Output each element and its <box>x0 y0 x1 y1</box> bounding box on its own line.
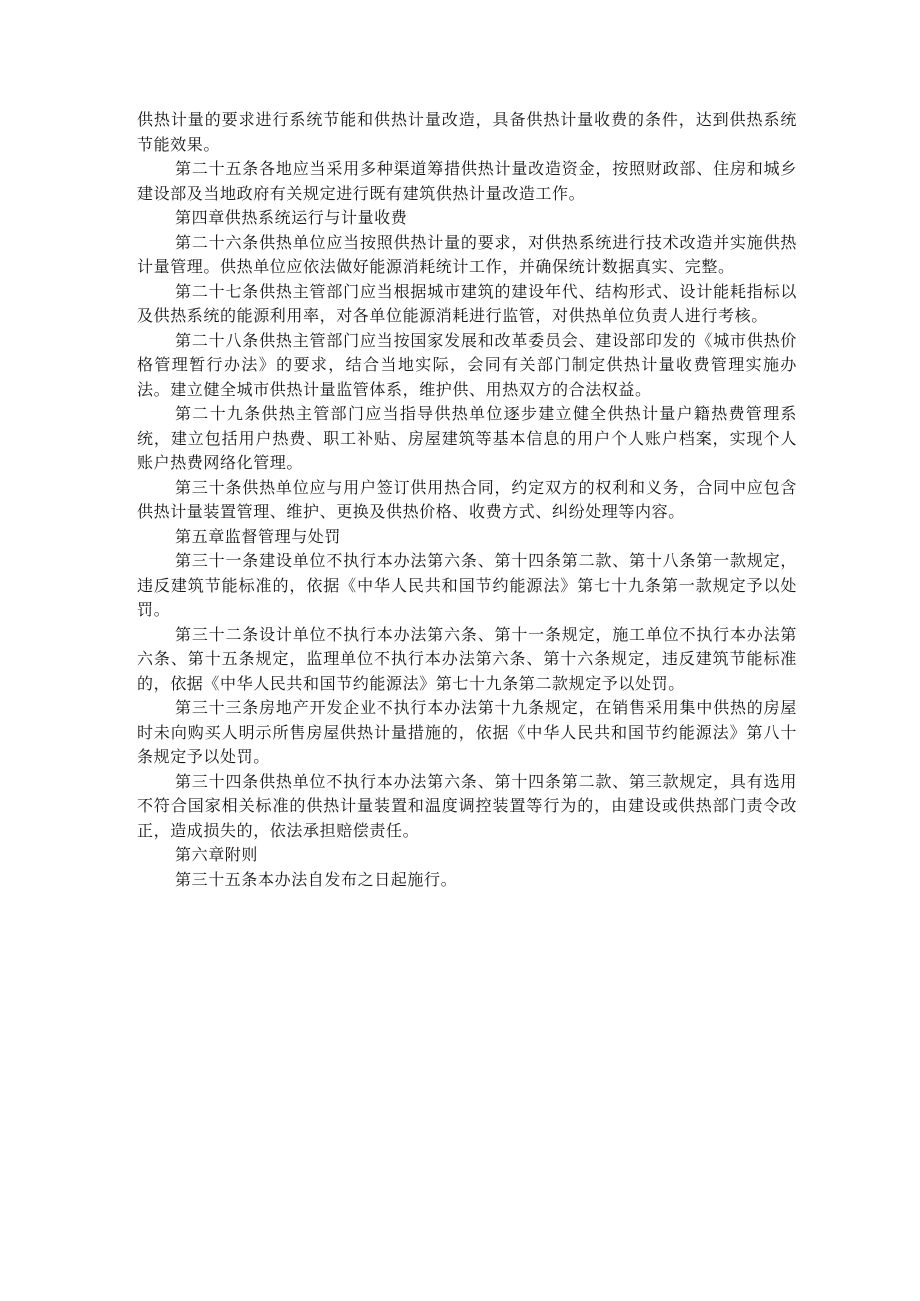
article-31: 第三十一条建设单位不执行本办法第六条、第十四条第二款、第十八条第一款规定，违反建筑节能标准的，依据《中华人民共和国节约能源法》第七十九条第一款规定予以处罚。 <box>137 551 797 619</box>
article-34: 第三十四条供热单位不执行本办法第六条、第十四条第二款、第三款规定，具有选用不符合国家相关标准的供热计量装置和温度调控装置等行为的，由建设或供热部门责令改正，造成损失的，依法承担赔偿责任。 <box>137 771 797 840</box>
article-33: 第三十三条房地产开发企业不执行本办法第十九条规定，在销售采用集中供热的房屋时未向购买人明示所售房屋供热计量措施的，依据《中华人民共和国节约能源法》第八十条规定予以处罚。 <box>137 698 797 766</box>
article-28: 第二十八条供热主管部门应当按国家发展和改革委员会、建设部印发的《城市供热价格管理暂行办法》的要求，结合当地实际，会同有关部门制定供热计量收费管理实施办法。建立健全城市供热计量监管体系，维护供、用热双方的合法权益。 <box>137 330 797 399</box>
paragraph-continuation: 供热计量的要求进行系统节能和供热计量改造，具备供热计量收费的条件，达到供热系统节能效果。 <box>137 110 797 154</box>
document-body <box>137 108 797 892</box>
chapter-5-heading: 第五章监督管理与处罚 <box>175 526 342 546</box>
chapter-6-heading: 第六章附则 <box>175 845 259 864</box>
article-25: 第二十五条各地应当采用多种渠道筹措供热计量改造资金，按照财政部、住房和城乡建设部及当地政府有关规定进行既有建筑供热计量改造工作。 <box>137 159 797 203</box>
article-35: 第三十五条本办法自发布之日起施行。 <box>175 869 458 889</box>
chapter-4-heading: 第四章供热系统运行与计量收费 <box>175 208 408 227</box>
article-30: 第三十条供热单位应与用户签订供用热合同，约定双方的权利和义务，合同中应包含供热计量装置管理、维护、更换及供热价格、收费方式、纠纷处理等内容。 <box>137 477 797 521</box>
article-32: 第三十二条设计单位不执行本办法第六条、第十一条规定，施工单位不执行本办法第六条、第十五条规定，监理单位不执行本办法第六条、第十六条规定，违反建筑节能标准的，依据《中华人民共和国节约能源法》第七十九条第二款规定予以处罚。 <box>137 624 797 693</box>
article-29: 第二十九条供热主管部门应当指导供热单位逐步建立健全供热计量户籍热费管理系统，建立包括用户热费、职工补贴、房屋建筑等基本信息的用户个人账户档案，实现个人账户热费网络化管理。 <box>137 404 797 472</box>
article-26: 第二十六条供热单位应当按照供热计量的要求，对供热系统进行技术改造并实施供热计量管理。供热单位应依法做好能源消耗统计工作，并确保统计数据真实、完整。 <box>137 232 797 276</box>
article-27: 第二十七条供热主管部门应当根据城市建筑的建设年代、结构形式、设计能耗指标以及供热系统的能源利用率，对各单位能源消耗进行监管，对供热单位负责人进行考核。 <box>137 281 797 325</box>
